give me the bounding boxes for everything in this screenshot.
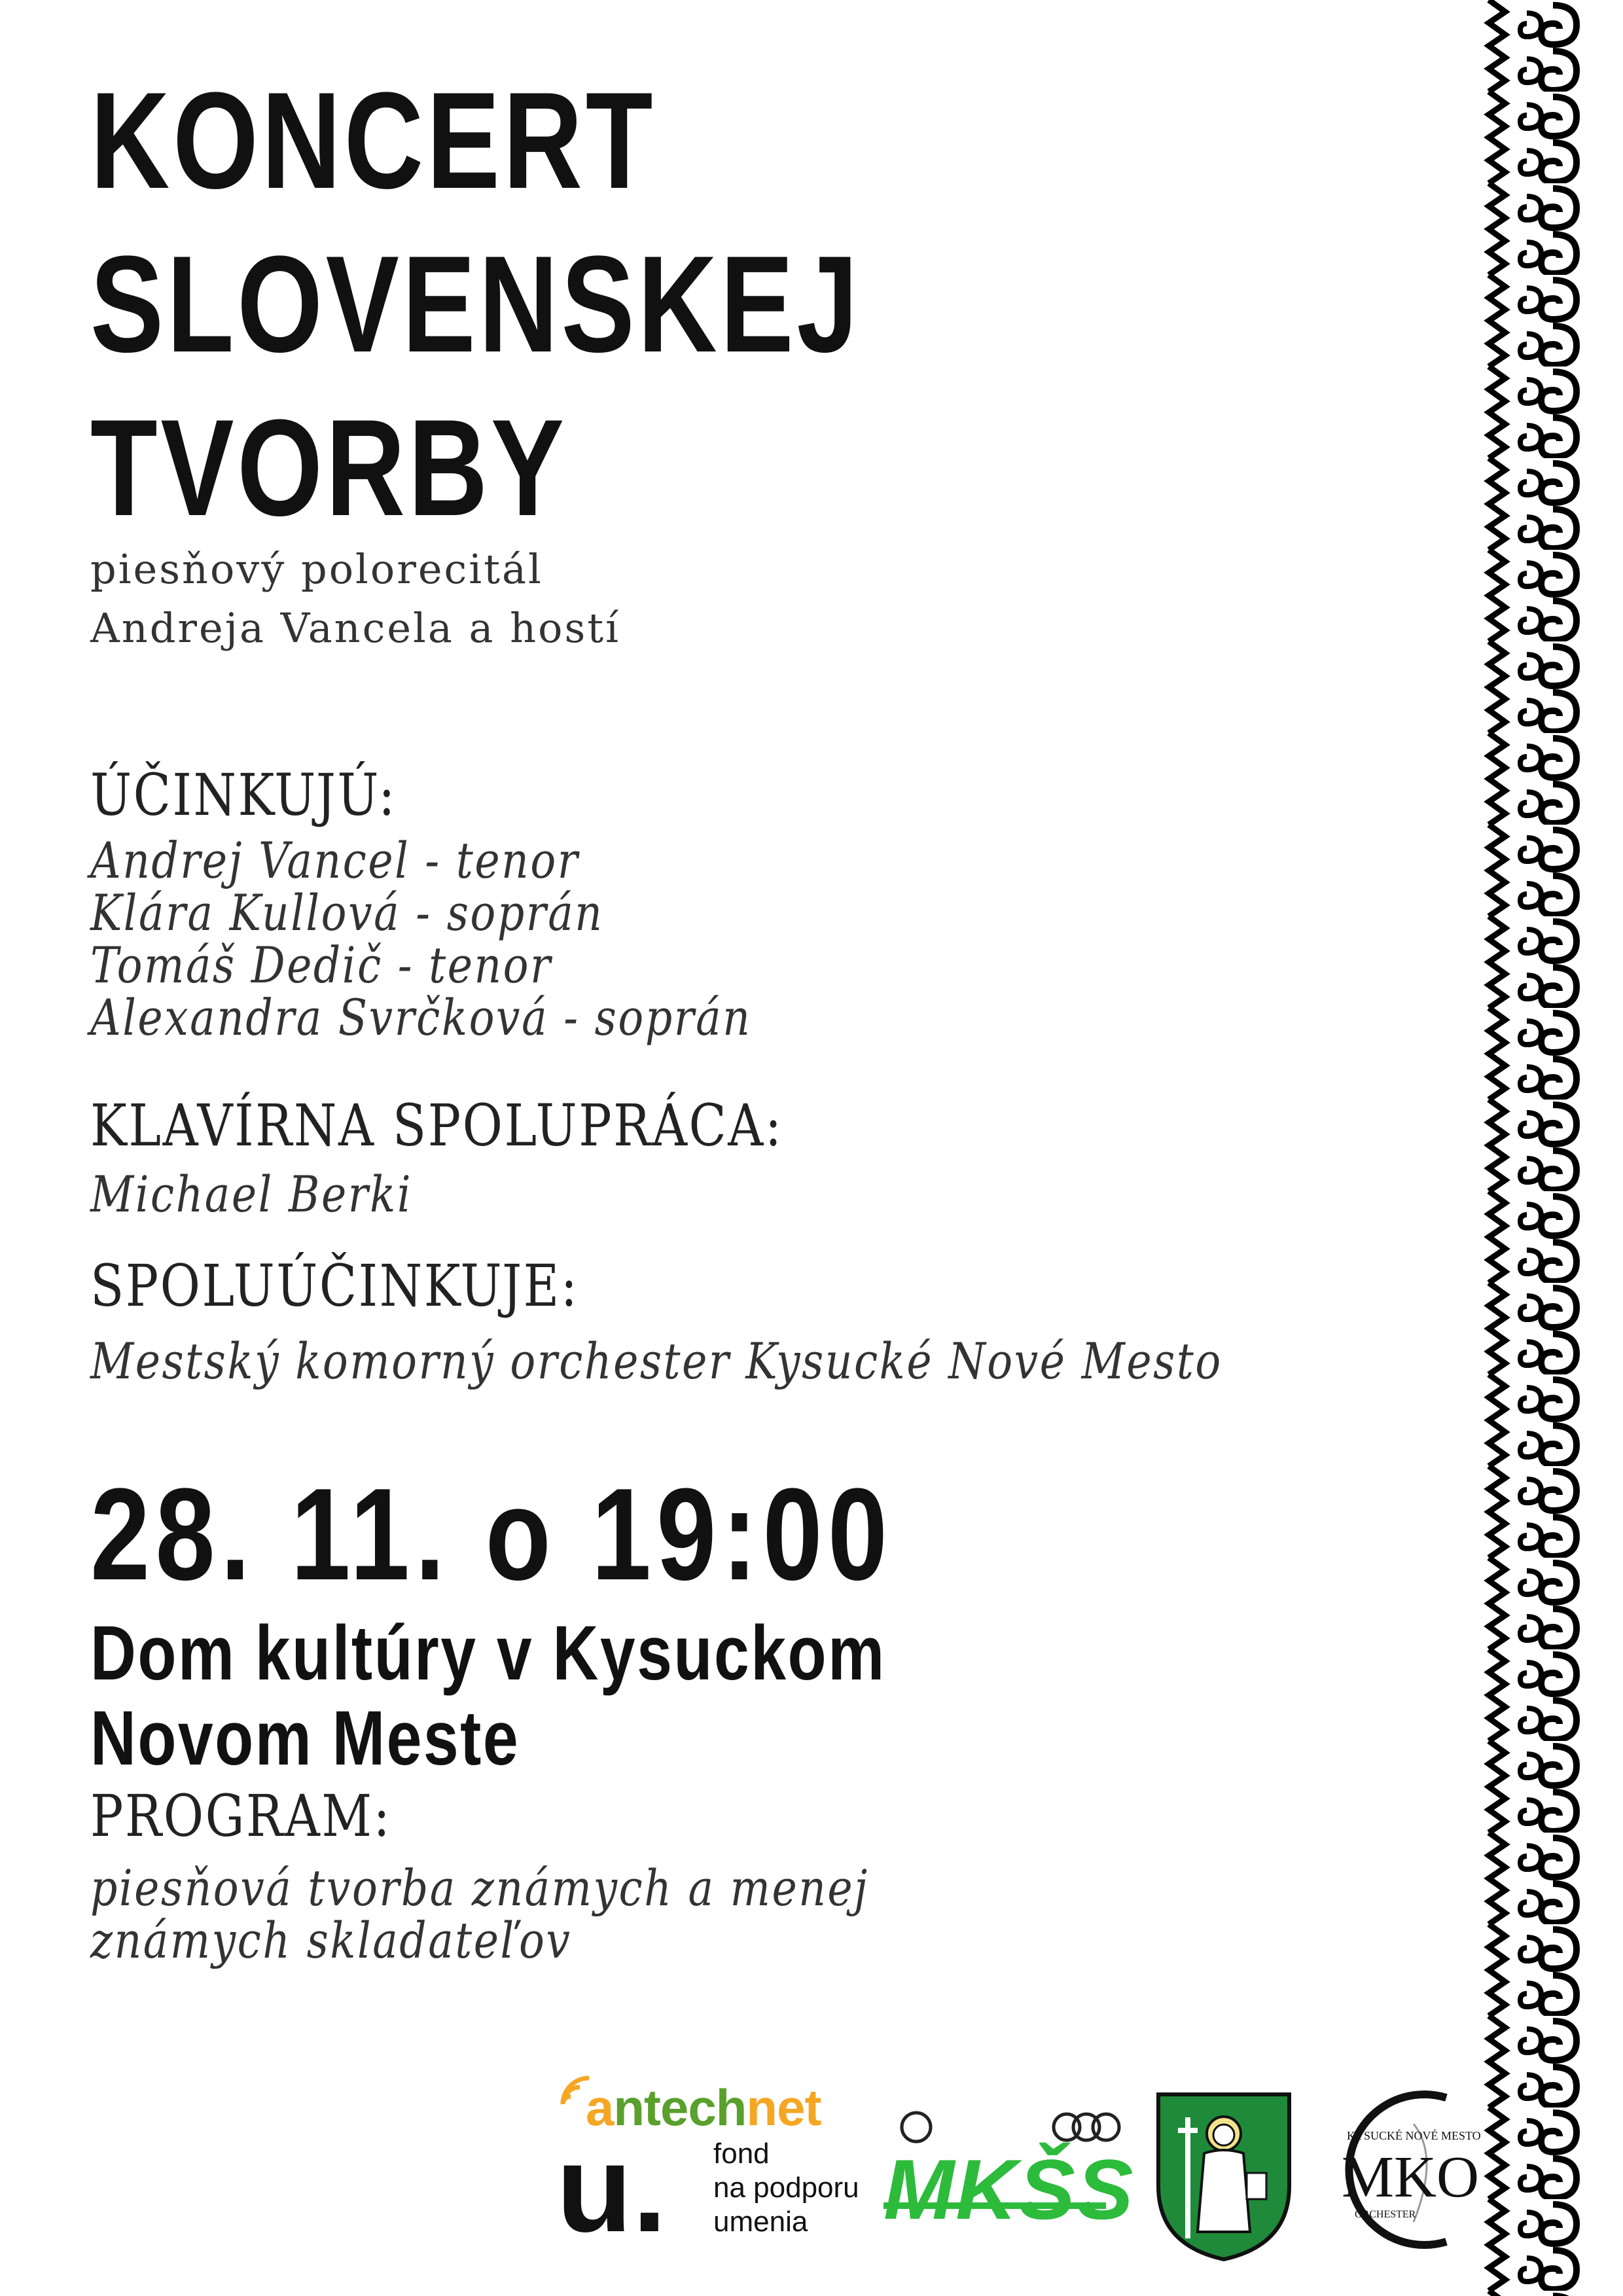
performer-item: Andrej Vancel - tenor xyxy=(90,831,580,889)
subtitle-line-1: piesňový polorecitál xyxy=(90,545,543,593)
guest-heading: SPOLUÚČINKUJE: xyxy=(90,1252,579,1319)
fpu-logo xyxy=(556,2119,859,2258)
coat-of-arms-icon xyxy=(1152,2088,1296,2265)
event-date-time: 28. 11. o 19:00 xyxy=(90,1462,893,1607)
folk-ornament-border xyxy=(1476,0,1587,2296)
performer-item: Tomáš Dedič - tenor xyxy=(90,936,552,994)
mkss-logo xyxy=(870,2108,1135,2238)
mko-bottom-text: ORCHESTER xyxy=(1355,2209,1416,2220)
title-line-2: SLOVENSKEJ xyxy=(90,227,861,381)
performer-item: Alexandra Svrčková - soprán xyxy=(90,988,752,1047)
event-venue-line-1: Dom kultúry v Kysuckom xyxy=(90,1610,886,1696)
guest-name: Mestský komorný orchester Kysucké Nové Mesto xyxy=(90,1332,1222,1390)
program-line-1: piesňová tvorba známych a menej xyxy=(90,1859,869,1917)
program-heading: PROGRAM: xyxy=(90,1782,392,1850)
title-line-3: TVORBY xyxy=(90,391,567,545)
antechnet-ntech: ntech xyxy=(613,2079,747,2136)
performer-item: Klára Kullová - soprán xyxy=(90,884,604,942)
piano-name: Michael Berki xyxy=(90,1165,413,1223)
subtitle-line-2: Andreja Vancela a hostí xyxy=(90,604,621,652)
mkss-text: MKŠS xyxy=(883,2142,1135,2237)
title-line-1: KONCERT xyxy=(90,63,656,217)
mko-text: MKO xyxy=(1342,2145,1480,2210)
program-line-2: známych skladateľov xyxy=(90,1911,572,1969)
fpu-letter: u. xyxy=(556,2119,667,2258)
mko-logo xyxy=(1315,2078,1481,2261)
fpu-line-2: na podporu xyxy=(713,2172,859,2204)
antechnet-net: net xyxy=(746,2079,821,2136)
mko-top-text: KYSUCKÉ NOVÉ MESTO xyxy=(1347,2129,1481,2142)
performers-heading: ÚČINKUJÚ: xyxy=(90,761,397,829)
fpu-line-1: fond xyxy=(713,2138,770,2170)
event-venue-line-2: Novom Meste xyxy=(90,1695,520,1782)
antechnet-a: a xyxy=(586,2079,614,2136)
piano-heading: KLAVÍRNA SPOLUPRÁCA: xyxy=(90,1092,783,1159)
fpu-line-3: umenia xyxy=(713,2206,808,2238)
